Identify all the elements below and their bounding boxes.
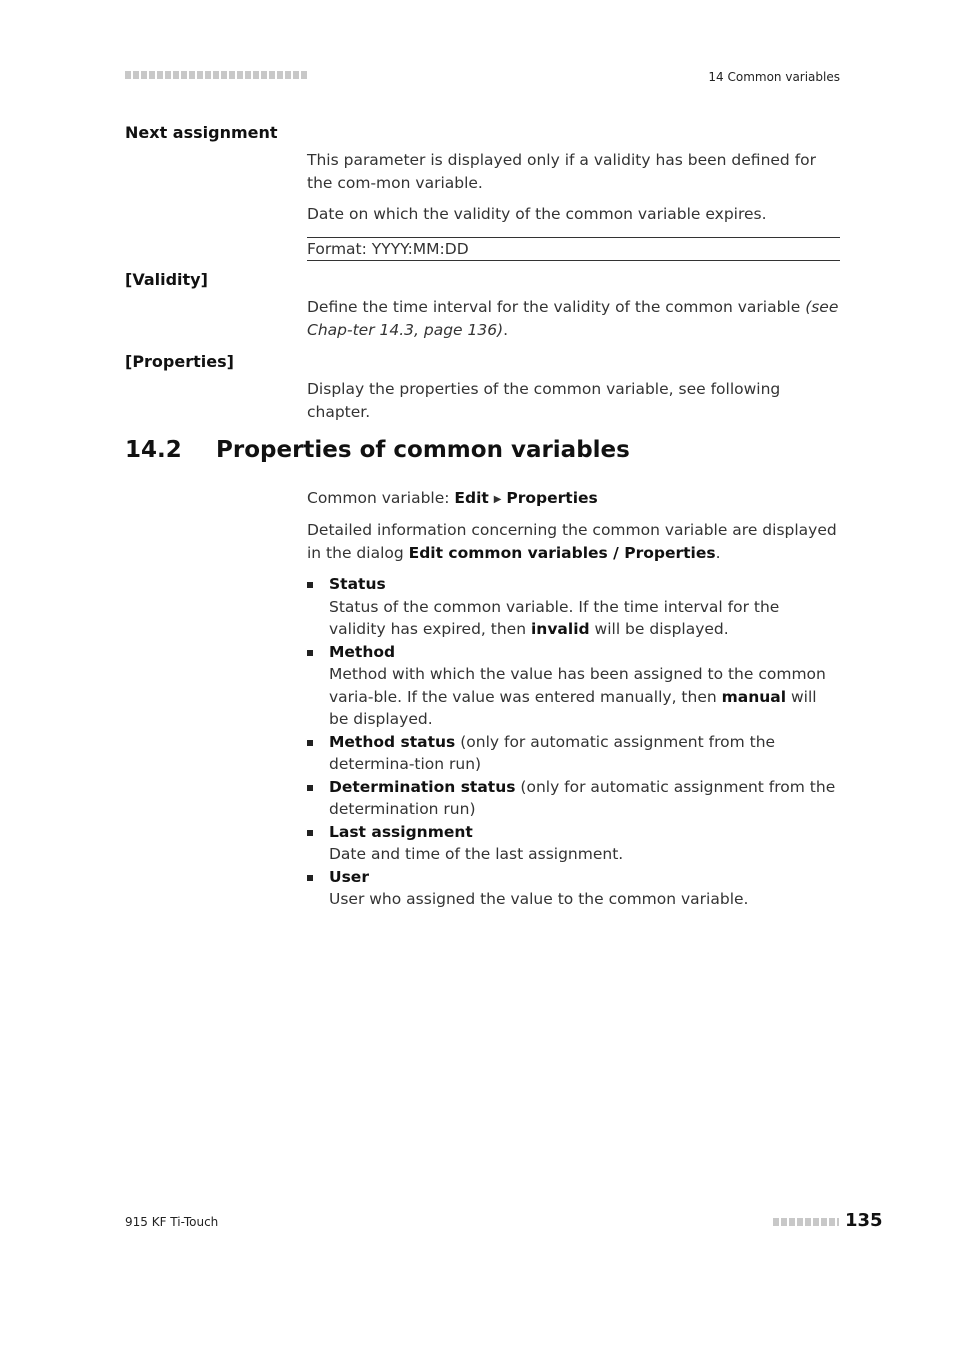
triangle-right-icon: ▶ — [493, 494, 502, 505]
item-desc-bold: manual — [721, 687, 787, 706]
footer-product-name: 915 KF Ti-Touch — [125, 1215, 219, 1229]
menu-path-edit: Edit — [454, 489, 489, 507]
menu-path-properties: Properties — [506, 489, 598, 507]
square-bullet-icon — [307, 740, 313, 746]
validity-end: . — [503, 320, 509, 339]
property-list — [307, 573, 840, 911]
list-item-method-status — [307, 731, 840, 776]
list-item-determination-status — [307, 776, 840, 821]
param-properties-title: [Properties] — [125, 352, 234, 371]
square-bullet-icon — [307, 650, 313, 656]
menu-path-label: Common variable: — [307, 489, 455, 507]
item-term: Method status — [329, 732, 456, 751]
intro-dialog-name: Edit common variables / Properties — [408, 543, 716, 562]
list-item-status — [307, 573, 840, 641]
running-header: 14 Common variables — [708, 70, 840, 84]
param-validity-title: [Validity] — [125, 270, 208, 289]
square-bullet-icon — [307, 785, 313, 791]
list-item-method — [307, 641, 840, 731]
param-next-assignment-title: Next assignment — [125, 123, 278, 142]
next-assignment-paragraph-1: This parameter is displayed only if a validity has been defined for the com-mon variable. — [307, 151, 817, 192]
item-term: Determination status — [329, 777, 516, 796]
item-inline-desc: (only for automatic assignment from the determination run) — [329, 777, 836, 818]
item-desc: Date and time of the last assignment. — [329, 845, 624, 863]
square-bullet-icon — [307, 830, 313, 836]
section-title: Properties of common variables — [216, 437, 630, 463]
item-desc-bold: invalid — [530, 620, 590, 638]
item-desc-end: will be displayed. — [589, 620, 729, 638]
list-item-last-assignment — [307, 821, 840, 866]
validity-text: Define the time interval for the validity of the common variable — [307, 298, 806, 316]
item-term: Status — [329, 575, 386, 593]
item-desc: Status of the common variable. If the time interval for the validity has expired, then — [329, 597, 780, 638]
page-number: 135 — [845, 1210, 883, 1231]
properties-paragraph: Display the properties of the common variable, see following chapter. — [307, 380, 781, 421]
menu-path — [307, 487, 840, 512]
item-term: Method — [329, 642, 396, 661]
item-desc: Method with which the value has been assigned to the common varia-ble. If the value was entered manually, then — [329, 665, 826, 706]
item-term: Last assignment — [329, 822, 473, 841]
intro-end: . — [715, 543, 721, 562]
format-box: Format: YYYY:MM:DD — [307, 237, 840, 261]
validity-paragraph — [307, 296, 840, 341]
item-desc-end: will be displayed. — [329, 687, 817, 728]
intro-text: Detailed information concerning the common variable are displayed in the dialog — [307, 521, 837, 562]
section-number: 14.2 — [125, 437, 182, 463]
square-bullet-icon — [307, 875, 313, 881]
validity-chapter-reference[interactable]: (see Chap-ter 14.3, page 136) — [307, 298, 839, 339]
item-desc: User who assigned the value to the common variable. — [329, 890, 749, 908]
square-bullet-icon — [307, 582, 313, 588]
item-term: User — [329, 867, 369, 886]
next-assignment-paragraph-2: Date on which the validity of the common variable expires. — [307, 205, 767, 223]
section-intro — [307, 519, 840, 564]
header-decoration — [125, 71, 307, 79]
item-inline-desc: (only for automatic assignment from the determina-tion run) — [329, 732, 776, 773]
footer-decoration — [773, 1218, 839, 1226]
list-item-user — [307, 866, 840, 911]
